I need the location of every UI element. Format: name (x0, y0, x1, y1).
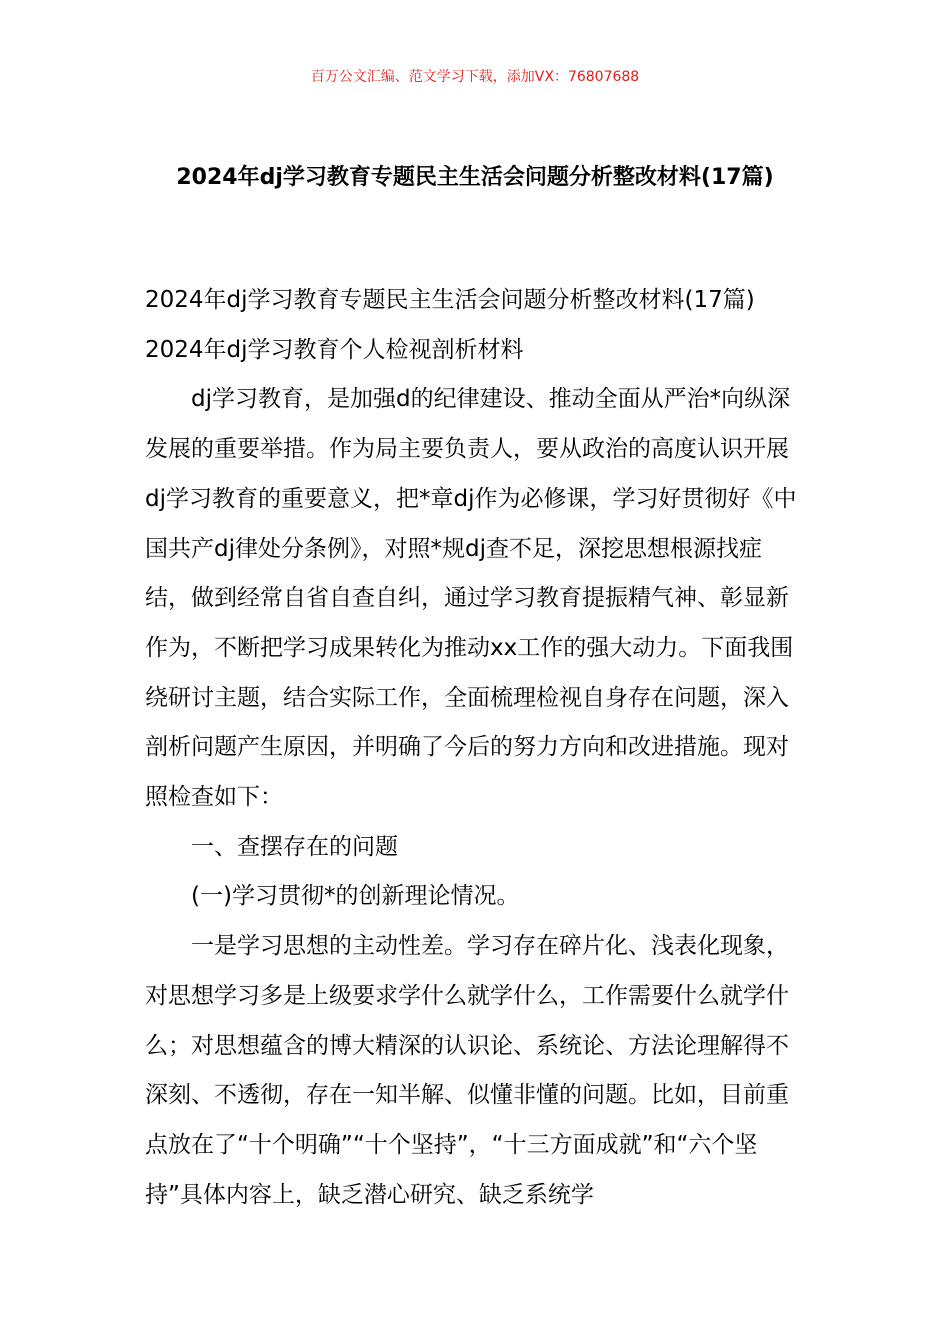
subheading-theory: (一)学习贯彻*的创新理论情况。 (191, 883, 520, 910)
header-note: 百万公文汇编、范文学习下载，添加VX：76807688 (310, 69, 640, 85)
heading-problems: 一、查摆存在的问题 (191, 833, 398, 860)
paragraph-point-one: 一是学习思想的主动性差。学习存在碎片化、浅表化现象，对思想学习多是上级要求学什么就学什么，工作需要什么就学什么；对思想蕴含的博大精深的认识论、系统论、方法论理解得不深刻、不透彻，存在一知半解、似懂非懂的问题。比如，目前重点放在了“十个明确”“十个坚持”，“十三方面成就”和“六个坚持”具体内容上，缺乏潜心研究、缺乏系统学 (145, 933, 789, 1208)
document-body (145, 276, 807, 1220)
paragraph-intro: dj学习教育，是加强d的纪律建设、推动全面从严治*向纵深发展的重要举措。作为局主要负责人，要从政治的高度认识开展dj学习教育的重要意义，把*章dj作为必修课，学习好贯彻好《中国共产dj律处分条例》，对照*规dj查不足，深挖思想根源找症结，做到经常自省自查自纠，通过学习教育提振精气神、彰显新作为，不断把学习成果转化为推动xx工作的强大动力。下面我围绕研讨主题，结合实际工作，全面梳理检视自身存在问题，深入剖析问题产生原因，并明确了今后的努力方向和改进措施。现对照检查如下： (145, 386, 797, 811)
document-title: 2024年dj学习教育专题民主生活会问题分析整改材料(17篇) (176, 165, 774, 190)
subtitle-line: 2024年dj学习教育专题民主生活会问题分析整改材料(17篇) (145, 287, 755, 313)
section-title: 2024年dj学习教育个人检视剖析材料 (145, 336, 524, 363)
